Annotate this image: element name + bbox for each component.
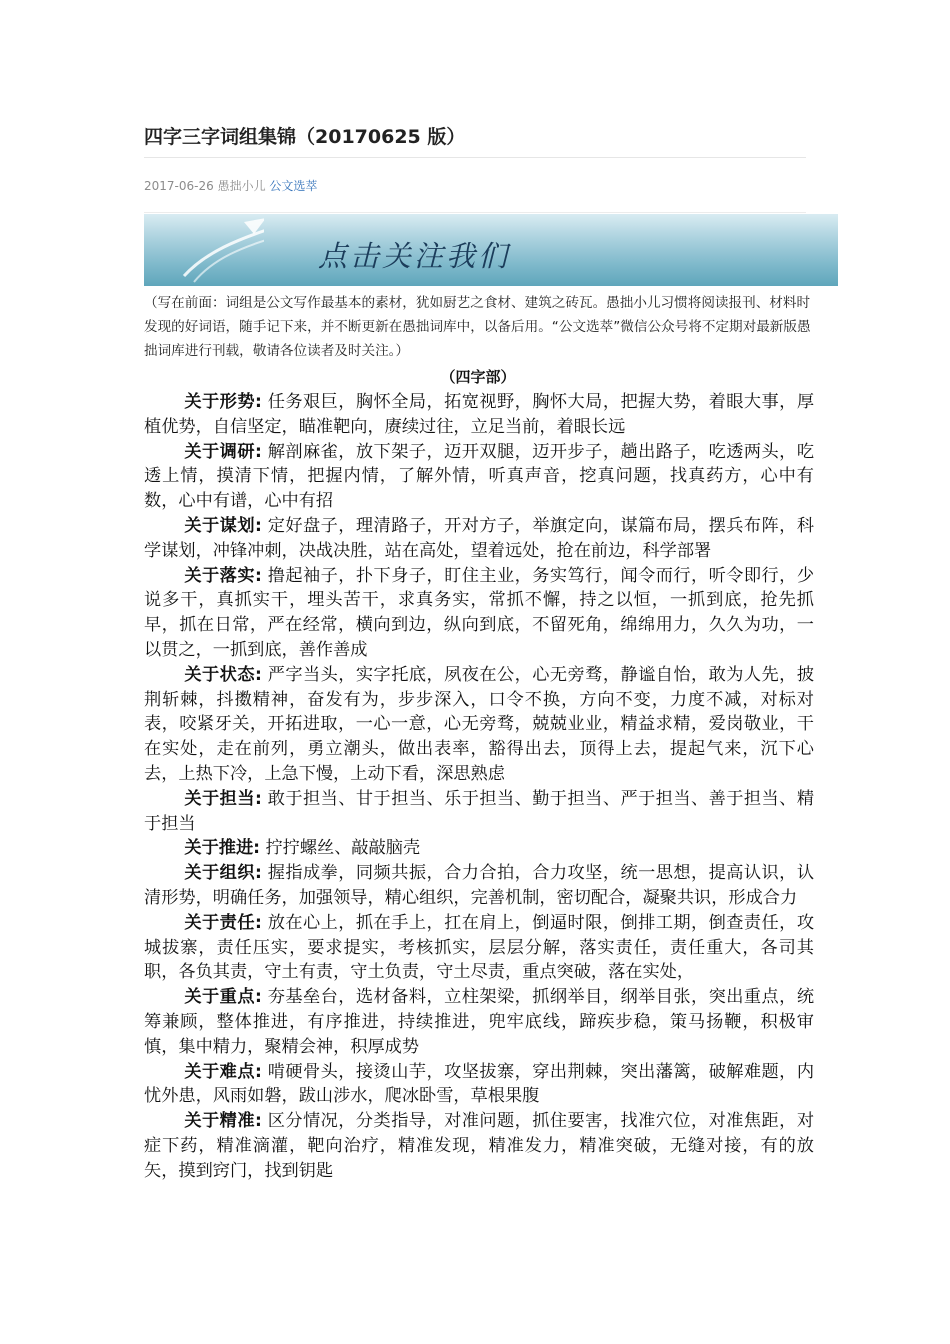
banner-text: 点击关注我们 [318, 239, 511, 273]
article-title: 四字三字词组集锦（20170625 版） [144, 126, 466, 148]
entry-text: 撸起袖子，扑下身子，盯住主业，务实笃行，闻令而行，听令即行，少说多干，真抓实干，埋头苦干，求真务实，常抓不懈，持之以恒，一抓到底，抢先抓早，抓在日常，严在经常，横向到边，纵向到底，不留死角，绵绵用力，久久为功，一以贯之，一抓到底，善作善成 [144, 565, 815, 660]
meta-divider [144, 212, 806, 213]
entry-text: 严字当头，实字托底，夙夜在公，心无旁骛，静谧自怡，敢为人先，披荆斩棘，抖擞精神，奋发有为，步步深入，口令不换，方向不变，力度不减，对标对表，咬紧牙关，开拓进取，一心一意，心无旁骛，兢兢业业，精益求精，爱岗敬业，干在实处，走在前列，勇立潮头，做出表率，豁得出去，顶得上去，提起气来，沉下心去，上热下冷，上急下慢，上动下看，深思熟虑 [144, 664, 815, 784]
entry-label: 关于形势: [184, 392, 262, 412]
entry-label: 关于调研: [184, 441, 262, 462]
entry-label: 关于状态: [184, 664, 262, 685]
entry-text: 任务艰巨，胸怀全局，拓宽视野，胸怀大局，把握大势，着眼大事，厚植优势，自信坚定，瞄准靶向，赓续过往，立足当前，着眼长远 [144, 392, 815, 437]
section-heading: （四字部） [440, 368, 516, 386]
entry-paragraph [144, 836, 814, 861]
entry-paragraph [144, 985, 814, 1059]
entry-label: 关于推进: [184, 838, 261, 859]
entry-paragraph [144, 911, 814, 985]
entry-paragraph [144, 787, 814, 837]
entry-text: 敢于担当、甘于担当、乐于担当、勤于担当、严于担当、善于担当、精于担当 [144, 788, 815, 834]
entry-paragraph [144, 1060, 814, 1110]
entry-text: 定好盘子，理清路子，开对方子，举旗定向，谋篇布局，摆兵布阵，科学谋划，冲锋冲刺，决战决胜，站在高处，望着远处，抢在前边，科学部署 [144, 515, 815, 561]
entry-label: 关于责任: [184, 912, 262, 933]
author-name: 愚拙小儿 [217, 179, 266, 193]
entry-text: 拧拧螺丝、敲敲脑壳 [260, 838, 421, 859]
entry-paragraph [144, 663, 814, 787]
entry-label: 关于谋划: [184, 515, 262, 536]
entry-label: 关于精准: [184, 1111, 262, 1132]
account-link[interactable]: 公文选萃 [269, 179, 318, 193]
entry-label: 关于组织: [184, 863, 262, 884]
intro-paragraph: （写在前面：词组是公文写作最基本的素材，犹如厨艺之食材、建筑之砖瓦。愚拙小儿习惯将阅读报刊、材料时发现的好词语，随手记下来，并不断更新在愚拙词库中，以备后用。“公文选萃”微信公众号将不定期对最新版愚拙词库进行刊载，敬请各位读者及时关注。） [144, 295, 811, 359]
publish-date: 2017-06-26 [144, 179, 214, 193]
entry-label: 关于落实: [184, 565, 262, 586]
entry-paragraph [144, 514, 814, 564]
entry-text: 夯基垒台，选材备料，立柱架梁，抓纲举目，纲举目张，突出重点，统筹兼顾，整体推进，有序推进，持续推进，兜牢底线，蹄疾步稳，策马扬鞭，积极审慎，集中精力，聚精会神，积厚成势 [144, 987, 815, 1057]
entry-paragraph [144, 390, 814, 440]
entry-paragraph [144, 861, 814, 911]
entry-text: 握指成拳，同频共振，合力合拍，合力攻坚，统一思想，提高认识，认清形势，明确任务，加强领导，精心组织，完善机制，密切配合，凝聚共识，形成合力 [144, 863, 815, 908]
entry-text: 解剖麻雀，放下架子，迈开双腿，迈开步子，趟出路子，吃透两头，吃透上情，摸清下情，把握内情，了解外情，听真声音，挖真问题，找真药方，心中有数，心中有谱，心中有招 [144, 441, 815, 512]
entries-list [144, 390, 814, 1184]
article-meta [144, 176, 317, 196]
entry-paragraph [144, 564, 814, 663]
follow-banner[interactable] [144, 214, 838, 286]
entry-label: 关于难点: [184, 1061, 262, 1082]
entry-text: 区分情况，分类指导，对准问题，抓住要害，找准穴位，对准焦距，对症下药，精准滴灌，靶向治疗，精准发现，精准发力，精准突破，无缝对接，有的放矢，摸到窍门，找到钥匙 [144, 1111, 815, 1181]
entry-paragraph [144, 1109, 814, 1183]
entry-label: 关于重点: [184, 987, 262, 1008]
entry-paragraph [144, 440, 814, 514]
title-divider [144, 157, 806, 158]
entry-label: 关于担当: [184, 788, 262, 809]
entry-text: 啃硬骨头，接烫山芋，攻坚拔寨，穿出荆棘，突出藩篱，破解难题，内忧外患，风雨如磐，跋山涉水，爬冰卧雪，草根果腹 [144, 1061, 815, 1107]
arrow-icon [144, 214, 264, 286]
entry-text: 放在心上，抓在手上，扛在肩上，倒逼时限，倒排工期，倒查责任，攻城拔寨，责任压实，要求提实，考核抓实，层层分解，落实责任，责任重大，各司其职，各负其责，守土有责，守土负责，守土尽责，重点突破，落在实处， [144, 912, 815, 983]
